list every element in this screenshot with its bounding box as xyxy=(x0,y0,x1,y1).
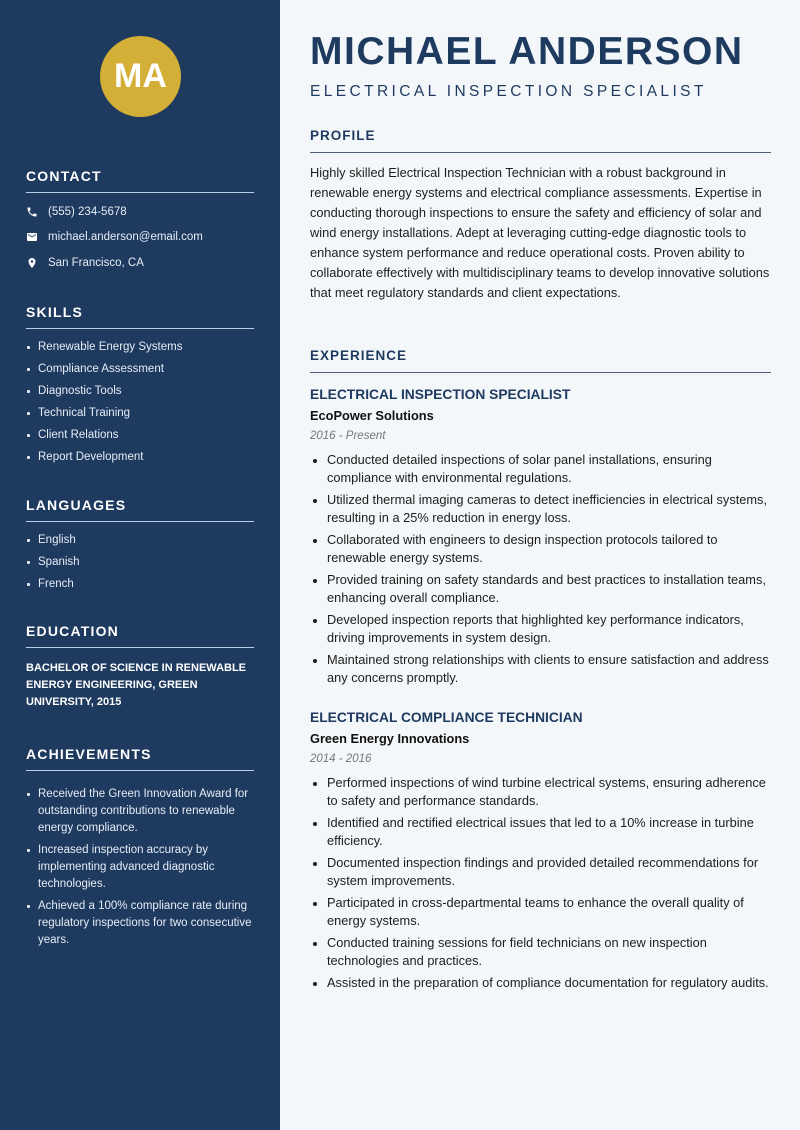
job-bullet: Performed inspections of wind turbine electrical systems, ensuring adherence to safety and performance standards. xyxy=(310,774,771,810)
job-entry xyxy=(310,709,771,996)
education-section xyxy=(26,623,254,711)
job-bullet: Developed inspection reports that highlighted key performance indicators, driving improvements in system design. xyxy=(310,611,771,647)
skill-item: Compliance Assessment xyxy=(26,362,254,376)
education-heading: EDUCATION xyxy=(26,623,254,648)
job-bullet: Utilized thermal imaging cameras to detect inefficiencies in electrical systems, resulting in a 25% reduction in energy loss. xyxy=(310,491,771,527)
contact-phone[interactable] xyxy=(26,199,254,225)
languages-list xyxy=(26,533,254,591)
job-bullets xyxy=(310,451,771,687)
candidate-name: MICHAEL ANDERSON xyxy=(310,30,744,73)
achievements-list xyxy=(26,786,254,949)
languages-heading: LANGUAGES xyxy=(26,497,254,522)
skill-item: Report Development xyxy=(26,450,254,464)
email-text: michael.anderson@email.com xyxy=(48,231,203,244)
job-bullet: Conducted detailed inspections of solar panel installations, ensuring compliance with environmental regulations. xyxy=(310,451,771,487)
achievement-item: Increased inspection accuracy by implementing advanced diagnostic technologies. xyxy=(26,842,254,893)
language-item: English xyxy=(26,533,254,547)
job-bullet: Identified and rectified electrical issues that led to a 10% increase in turbine efficiency. xyxy=(310,814,771,850)
job-company: EcoPower Solutions xyxy=(310,408,434,423)
skills-list xyxy=(26,340,254,464)
job-bullet: Conducted training sessions for field technicians on new inspection technologies and practices. xyxy=(310,934,771,970)
job-role: ELECTRICAL INSPECTION SPECIALIST xyxy=(310,387,571,402)
job-company: Green Energy Innovations xyxy=(310,731,470,746)
job-dates: 2014 - 2016 xyxy=(310,753,372,765)
job-bullet: Provided training on safety standards and best practices to installation teams, enhancing overall compliance. xyxy=(310,571,771,607)
achievements-heading: ACHIEVEMENTS xyxy=(26,746,254,771)
phone-icon xyxy=(26,206,48,218)
skills-heading: SKILLS xyxy=(26,304,254,329)
sidebar xyxy=(0,0,280,1130)
skills-section xyxy=(26,304,254,472)
job-role: ELECTRICAL COMPLIANCE TECHNICIAN xyxy=(310,710,583,725)
email-icon xyxy=(26,231,48,243)
language-item: French xyxy=(26,577,254,591)
contact-section xyxy=(26,168,254,276)
avatar-initials: MA xyxy=(100,36,181,117)
phone-text: (555) 234-5678 xyxy=(48,205,127,218)
contact-location xyxy=(26,250,254,276)
job-dates: 2016 - Present xyxy=(310,430,386,442)
language-item: Spanish xyxy=(26,555,254,569)
candidate-title: ELECTRICAL INSPECTION SPECIALIST xyxy=(310,83,707,100)
profile-section xyxy=(310,128,771,303)
job-bullet: Collaborated with engineers to design inspection protocols tailored to renewable energy systems. xyxy=(310,531,771,567)
profile-heading: PROFILE xyxy=(310,128,771,153)
contact-heading: CONTACT xyxy=(26,168,254,193)
experience-heading: EXPERIENCE xyxy=(310,348,771,373)
location-pin-icon xyxy=(26,257,48,269)
achievement-item: Received the Green Innovation Award for outstanding contributions to renewable energy compliance. xyxy=(26,786,254,837)
skill-item: Diagnostic Tools xyxy=(26,384,254,398)
job-entry xyxy=(310,386,771,691)
job-bullet: Documented inspection findings and provided detailed recommendations for system improvements. xyxy=(310,854,771,890)
contact-email[interactable] xyxy=(26,225,254,251)
achievement-item: Achieved a 100% compliance rate during regulatory inspections for two consecutive years. xyxy=(26,898,254,949)
job-bullets xyxy=(310,774,771,992)
education-degree: BACHELOR OF SCIENCE IN RENEWABLE ENERGY ENGINEERING, GREEN UNIVERSITY, 2015 xyxy=(26,662,247,708)
skill-item: Renewable Energy Systems xyxy=(26,340,254,354)
job-bullet: Maintained strong relationships with clients to ensure satisfaction and address any concerns promptly. xyxy=(310,651,771,687)
achievements-section xyxy=(26,746,254,954)
skill-item: Technical Training xyxy=(26,406,254,420)
skill-item: Client Relations xyxy=(26,428,254,442)
location-text: San Francisco, CA xyxy=(48,256,144,269)
job-bullet: Participated in cross-departmental teams to enhance the overall quality of energy systems. xyxy=(310,894,771,930)
profile-summary: Highly skilled Electrical Inspection Technician with a robust background in renewable energy systems and electrical compliance assessments. Expertise in conducting thorough inspections to ensure the safety and efficiency of solar and wind energy installations. Adept at leveraging cutting-edge diagnostic tools to enhance system performance and reduce operational costs. Proven ability to collaborate effectively with multidisciplinary teams to develop innovative solutions that meet regulatory standards and client expectations. xyxy=(310,165,770,300)
languages-section xyxy=(26,497,254,599)
job-bullet: Assisted in the preparation of compliance documentation for regulatory audits. xyxy=(310,974,771,992)
experience-section xyxy=(310,348,771,373)
